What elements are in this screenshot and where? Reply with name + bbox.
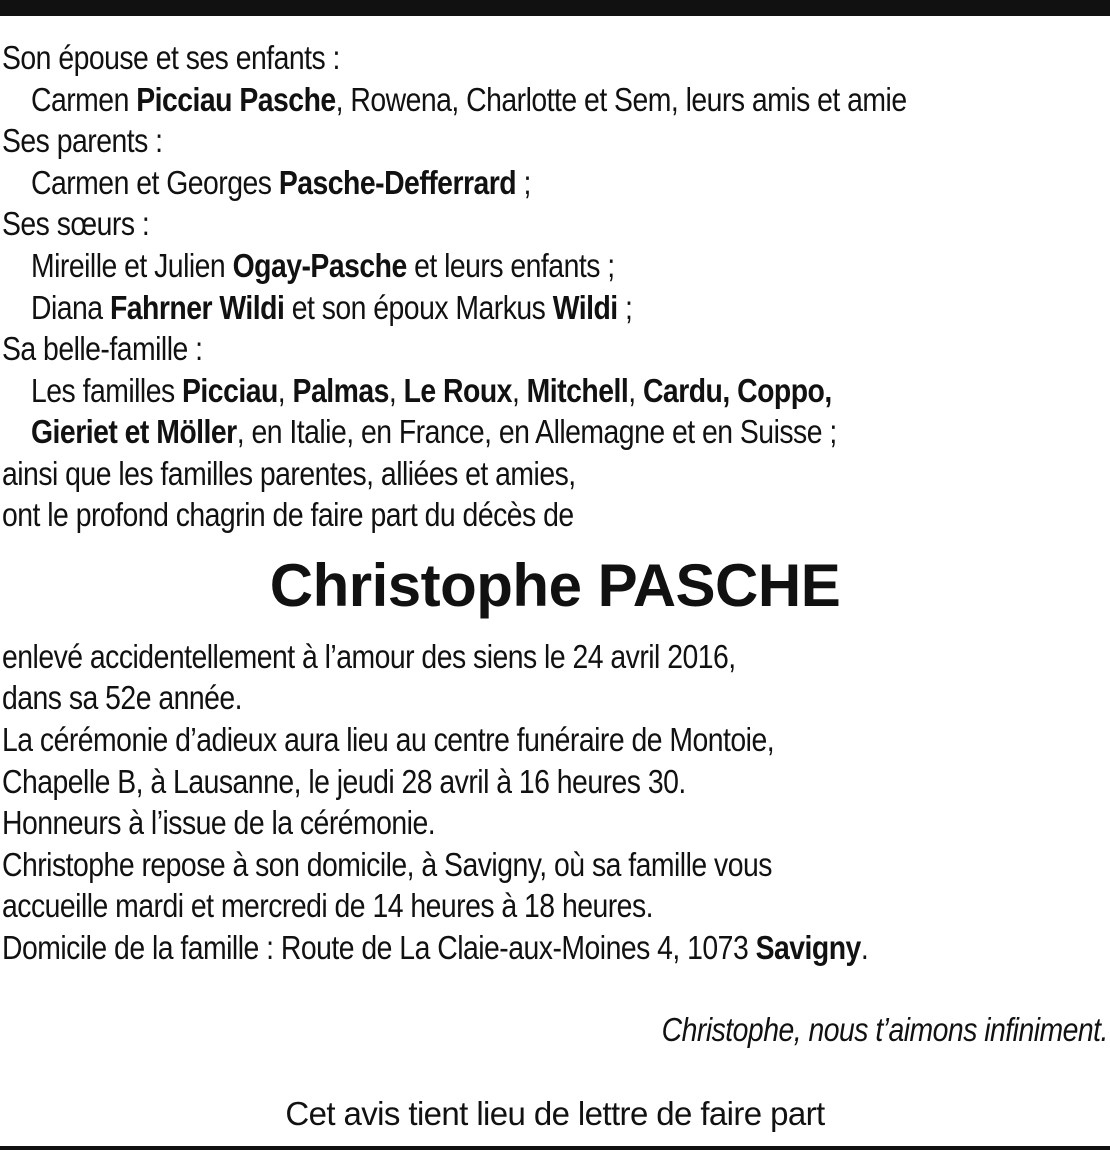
parents-heading: Ses parents : xyxy=(2,122,163,159)
top-rule xyxy=(0,0,1110,16)
detail-line-4: Chapelle B, à Lausanne, le jeudi 28 avril à 16 heures 30. xyxy=(2,763,686,800)
sister1-line: Mireille et Julien Ogay-Pasche et leurs enfants ; xyxy=(31,247,615,284)
inlaws-line-1: Les familles Picciau, Palmas, Le Roux, Mitchell, Cardu, Coppo, xyxy=(31,372,832,409)
spouse-line: Carmen Picciau Pasche, Rowena, Charlotte et Sem, leurs amis et amie xyxy=(31,81,907,118)
detail-line-2: dans sa 52e année. xyxy=(2,679,243,716)
detail-line-8: Domicile de la famille : Route de La Claie-aux-Moines 4, 1073 Savigny. xyxy=(2,929,869,966)
relatives-line: ainsi que les familles parentes, alliées et amies, xyxy=(2,455,576,492)
announce-line: ont le profond chagrin de faire part du décès de xyxy=(2,496,574,533)
detail-line-7: accueille mardi et mercredi de 14 heures à 18 heures. xyxy=(2,887,653,924)
detail-line-6: Christophe repose à son domicile, à Savigny, où sa famille vous xyxy=(2,846,772,883)
inlaws-line-2: Gieriet et Möller, en Italie, en France, en Allemagne et en Suisse ; xyxy=(31,413,837,450)
detail-line-5: Honneurs à l’issue de la cérémonie. xyxy=(2,804,436,841)
detail-line-1: enlevé accidentellement à l’amour des siens le 24 avril 2016, xyxy=(2,638,736,675)
sister2-line: Diana Fahrner Wildi et son époux Markus Wildi ; xyxy=(31,289,633,326)
spouse-heading: Son épouse et ses enfants : xyxy=(2,39,340,76)
footer-note: Cet avis tient lieu de lettre de faire part xyxy=(285,1095,825,1132)
detail-line-3: La cérémonie d’adieux aura lieu au centre funéraire de Montoie, xyxy=(2,721,775,758)
bottom-rule xyxy=(0,1146,1110,1150)
deceased-name: Christophe PASCHE xyxy=(269,552,841,619)
parents-line: Carmen et Georges Pasche-Defferrard ; xyxy=(31,164,531,201)
motto: Christophe, nous t’aimons infiniment. xyxy=(661,1011,1108,1048)
inlaws-heading: Sa belle-famille : xyxy=(2,330,203,367)
sisters-heading: Ses sœurs : xyxy=(2,205,150,242)
